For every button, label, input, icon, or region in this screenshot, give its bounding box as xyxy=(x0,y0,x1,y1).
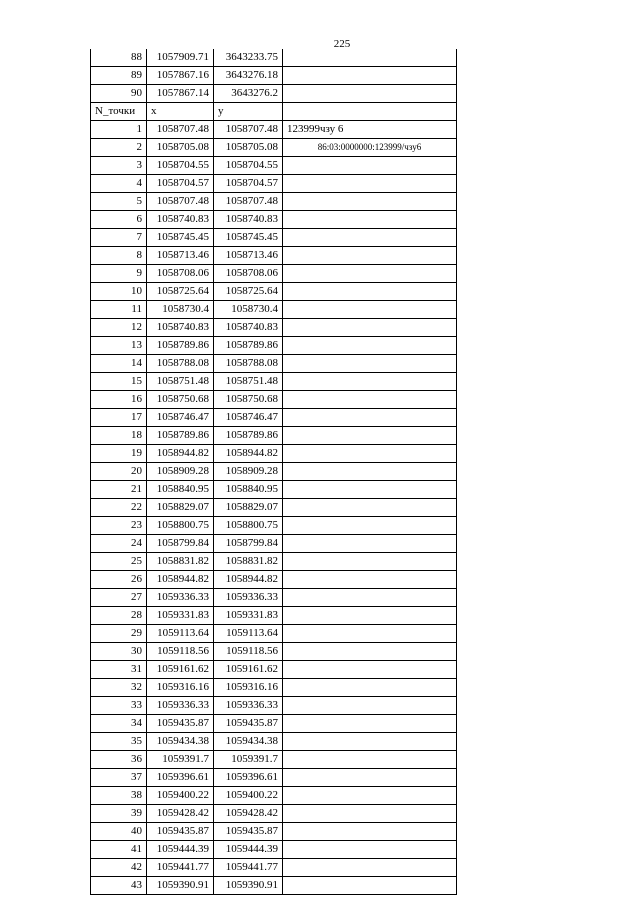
cell-y: 1058708.06 xyxy=(214,265,283,283)
cell-note xyxy=(283,229,457,247)
cell-x: 1058745.45 xyxy=(147,229,214,247)
cell-note xyxy=(283,517,457,535)
cell-x: 1059400.22 xyxy=(147,787,214,805)
cell-note xyxy=(283,427,457,445)
cell-point-number: 23 xyxy=(91,517,147,535)
cell-point-number: 8 xyxy=(91,247,147,265)
cell-x: 1058730.4 xyxy=(147,301,214,319)
cell-x: 1057867.16 xyxy=(147,67,214,85)
cell-x: 1058707.48 xyxy=(147,121,214,139)
cell-x: 1059336.33 xyxy=(147,589,214,607)
cell-x: 1059428.42 xyxy=(147,805,214,823)
table-row xyxy=(91,859,457,877)
cell-x: 1058789.86 xyxy=(147,427,214,445)
cell-x: 1059444.39 xyxy=(147,841,214,859)
cell-y: 1058730.4 xyxy=(214,301,283,319)
cell-y: 1058750.68 xyxy=(214,391,283,409)
cell-point-number: 19 xyxy=(91,445,147,463)
cell-point-number: 3 xyxy=(91,157,147,175)
table-row xyxy=(91,589,457,607)
table-row xyxy=(91,175,457,193)
cell-x: 1058705.08 xyxy=(147,139,214,157)
cell-y: 1058740.83 xyxy=(214,211,283,229)
cell-x: 1059441.77 xyxy=(147,859,214,877)
table-row xyxy=(91,697,457,715)
cell-x: 1059390.91 xyxy=(147,877,214,895)
cell-note xyxy=(283,607,457,625)
cell-x: 1058704.57 xyxy=(147,175,214,193)
cell-x: 1058831.82 xyxy=(147,553,214,571)
table-row xyxy=(91,229,457,247)
cell-y: 1059118.56 xyxy=(214,643,283,661)
cell-x: 1058788.08 xyxy=(147,355,214,373)
table-row xyxy=(91,733,457,751)
cell-y: 1059336.33 xyxy=(214,697,283,715)
cell-note xyxy=(283,391,457,409)
cell-y: 1059441.77 xyxy=(214,859,283,877)
cell-point-number: 1 xyxy=(91,121,147,139)
cell-x: 1058746.47 xyxy=(147,409,214,427)
cell-y: 1058751.48 xyxy=(214,373,283,391)
cell-x: 1058944.82 xyxy=(147,445,214,463)
cell-y: 1058944.82 xyxy=(214,445,283,463)
cell-note xyxy=(283,175,457,193)
cell-x: 1059336.33 xyxy=(147,697,214,715)
table-row xyxy=(91,607,457,625)
cell-point-number: 90 xyxy=(91,85,147,103)
cell-note xyxy=(283,877,457,895)
table-row xyxy=(91,715,457,733)
cell-point-number: 36 xyxy=(91,751,147,769)
cell-y: 1059113.64 xyxy=(214,625,283,643)
cell-point-number: 24 xyxy=(91,535,147,553)
cell-y: 1058789.86 xyxy=(214,337,283,355)
cell-y: 1058800.75 xyxy=(214,517,283,535)
cell-note xyxy=(283,301,457,319)
table-row xyxy=(91,553,457,571)
cell-note xyxy=(283,319,457,337)
cell-point-number: 89 xyxy=(91,67,147,85)
cell-note xyxy=(283,463,457,481)
cell-x: 1059118.56 xyxy=(147,643,214,661)
cell-x: 1059113.64 xyxy=(147,625,214,643)
cell-point-number: 31 xyxy=(91,661,147,679)
cell-x: 1057867.14 xyxy=(147,85,214,103)
table-row xyxy=(91,643,457,661)
cell-x: 1058740.83 xyxy=(147,319,214,337)
table-row xyxy=(91,445,457,463)
cell-note xyxy=(283,67,457,85)
cell-note xyxy=(283,409,457,427)
table-row xyxy=(91,427,457,445)
table-row xyxy=(91,67,457,85)
table-row xyxy=(91,409,457,427)
cell-point-number: 27 xyxy=(91,589,147,607)
cell-point-number: 11 xyxy=(91,301,147,319)
cell-x: 1058751.48 xyxy=(147,373,214,391)
table-row xyxy=(91,319,457,337)
cell-y: 1059435.87 xyxy=(214,823,283,841)
table-row xyxy=(91,625,457,643)
cell-y: 1059391.7 xyxy=(214,751,283,769)
header-point-number: N_точки xyxy=(91,103,147,121)
table-row xyxy=(91,751,457,769)
cell-point-number: 10 xyxy=(91,283,147,301)
cell-y: 1058704.55 xyxy=(214,157,283,175)
cell-point-number: 7 xyxy=(91,229,147,247)
cell-x: 1058799.84 xyxy=(147,535,214,553)
cell-point-number: 4 xyxy=(91,175,147,193)
cell-x: 1059161.62 xyxy=(147,661,214,679)
cell-y: 1058829.07 xyxy=(214,499,283,517)
cell-note xyxy=(283,859,457,877)
coordinates-table xyxy=(90,49,457,895)
cell-x: 1059316.16 xyxy=(147,679,214,697)
cell-point-number: 33 xyxy=(91,697,147,715)
cell-point-number: 29 xyxy=(91,625,147,643)
cell-point-number: 20 xyxy=(91,463,147,481)
cell-note xyxy=(283,661,457,679)
cell-y: 1059316.16 xyxy=(214,679,283,697)
cell-y: 1059331.83 xyxy=(214,607,283,625)
cell-point-number: 34 xyxy=(91,715,147,733)
table-row xyxy=(91,157,457,175)
table-row xyxy=(91,121,457,139)
cell-x: 1058800.75 xyxy=(147,517,214,535)
header-x: x xyxy=(147,103,214,121)
cell-note xyxy=(283,481,457,499)
cell-note xyxy=(283,589,457,607)
table-row xyxy=(91,301,457,319)
cell-note xyxy=(283,553,457,571)
cell-note xyxy=(283,193,457,211)
table-row xyxy=(91,787,457,805)
table-header-row xyxy=(91,103,457,121)
cell-y: 1059434.38 xyxy=(214,733,283,751)
header-note xyxy=(283,103,457,121)
table-row xyxy=(91,283,457,301)
cell-y: 1058713.46 xyxy=(214,247,283,265)
table-row xyxy=(91,571,457,589)
cell-y: 1058789.86 xyxy=(214,427,283,445)
cell-x: 1058750.68 xyxy=(147,391,214,409)
cell-point-number: 25 xyxy=(91,553,147,571)
cell-note xyxy=(283,355,457,373)
table-row xyxy=(91,391,457,409)
cell-point-number: 88 xyxy=(91,49,147,67)
cell-y: 1058707.48 xyxy=(214,121,283,139)
cell-y: 1059435.87 xyxy=(214,715,283,733)
cell-note xyxy=(283,823,457,841)
cell-note xyxy=(283,571,457,589)
cell-note: 123999чзу 6 xyxy=(283,121,457,139)
cell-x: 1058725.64 xyxy=(147,283,214,301)
cell-y: 1058707.48 xyxy=(214,193,283,211)
cell-x: 1058840.95 xyxy=(147,481,214,499)
cell-point-number: 32 xyxy=(91,679,147,697)
cell-y: 1058740.83 xyxy=(214,319,283,337)
cell-point-number: 43 xyxy=(91,877,147,895)
cell-point-number: 41 xyxy=(91,841,147,859)
cell-note xyxy=(283,841,457,859)
table-row xyxy=(91,85,457,103)
cell-x: 1057909.71 xyxy=(147,49,214,67)
cell-y: 1059336.33 xyxy=(214,589,283,607)
cell-y: 1058746.47 xyxy=(214,409,283,427)
cell-note xyxy=(283,85,457,103)
cell-point-number: 18 xyxy=(91,427,147,445)
cell-x: 1059331.83 xyxy=(147,607,214,625)
cell-point-number: 26 xyxy=(91,571,147,589)
cell-point-number: 21 xyxy=(91,481,147,499)
cell-note xyxy=(283,625,457,643)
cell-point-number: 12 xyxy=(91,319,147,337)
table-row xyxy=(91,535,457,553)
cell-point-number: 38 xyxy=(91,787,147,805)
cell-y: 1059390.91 xyxy=(214,877,283,895)
cell-y: 1058909.28 xyxy=(214,463,283,481)
cell-y: 1059396.61 xyxy=(214,769,283,787)
cell-note xyxy=(283,679,457,697)
cell-point-number: 37 xyxy=(91,769,147,787)
cell-point-number: 42 xyxy=(91,859,147,877)
cell-x: 1059434.38 xyxy=(147,733,214,751)
cell-y: 1058704.57 xyxy=(214,175,283,193)
table-row xyxy=(91,805,457,823)
table-row xyxy=(91,337,457,355)
cell-y: 1059161.62 xyxy=(214,661,283,679)
cell-note xyxy=(283,697,457,715)
cell-x: 1058829.07 xyxy=(147,499,214,517)
cell-note xyxy=(283,787,457,805)
cell-y: 1058840.95 xyxy=(214,481,283,499)
cell-point-number: 22 xyxy=(91,499,147,517)
cell-y: 1059428.42 xyxy=(214,805,283,823)
cell-note xyxy=(283,445,457,463)
cell-note xyxy=(283,265,457,283)
cell-point-number: 17 xyxy=(91,409,147,427)
cell-y: 1059444.39 xyxy=(214,841,283,859)
cell-note xyxy=(283,769,457,787)
cell-point-number: 39 xyxy=(91,805,147,823)
table-row xyxy=(91,247,457,265)
cell-x: 1058789.86 xyxy=(147,337,214,355)
table-row xyxy=(91,265,457,283)
cell-point-number: 35 xyxy=(91,733,147,751)
cell-x: 1059391.7 xyxy=(147,751,214,769)
cell-x: 1058944.82 xyxy=(147,571,214,589)
cell-note xyxy=(283,643,457,661)
cell-point-number: 2 xyxy=(91,139,147,157)
table-row xyxy=(91,877,457,895)
cell-x: 1059435.87 xyxy=(147,715,214,733)
cell-note xyxy=(283,49,457,67)
cell-y: 1058831.82 xyxy=(214,553,283,571)
cell-y: 1058799.84 xyxy=(214,535,283,553)
cell-note xyxy=(283,751,457,769)
cell-note xyxy=(283,283,457,301)
page-number: 225 xyxy=(333,38,351,50)
cell-note xyxy=(283,337,457,355)
cell-note xyxy=(283,373,457,391)
cell-x: 1058708.06 xyxy=(147,265,214,283)
cell-point-number: 14 xyxy=(91,355,147,373)
cell-y: 1058705.08 xyxy=(214,139,283,157)
cell-point-number: 9 xyxy=(91,265,147,283)
cell-x: 1058740.83 xyxy=(147,211,214,229)
cell-y: 1059400.22 xyxy=(214,787,283,805)
cell-x: 1059435.87 xyxy=(147,823,214,841)
header-y: y xyxy=(214,103,283,121)
table-row xyxy=(91,373,457,391)
cell-note xyxy=(283,733,457,751)
cell-note xyxy=(283,157,457,175)
cell-point-number: 6 xyxy=(91,211,147,229)
cell-note xyxy=(283,715,457,733)
cell-x: 1058704.55 xyxy=(147,157,214,175)
cell-point-number: 40 xyxy=(91,823,147,841)
cell-point-number: 16 xyxy=(91,391,147,409)
cell-note: 86:03:0000000:123999/чзу6 xyxy=(283,139,457,157)
cell-point-number: 15 xyxy=(91,373,147,391)
cell-point-number: 28 xyxy=(91,607,147,625)
cell-y: 1058944.82 xyxy=(214,571,283,589)
table-row xyxy=(91,679,457,697)
table-row xyxy=(91,769,457,787)
table-row xyxy=(91,463,457,481)
cell-point-number: 30 xyxy=(91,643,147,661)
header-row-group xyxy=(91,103,457,121)
rows-after-header xyxy=(91,121,457,895)
table-row xyxy=(91,499,457,517)
cell-note xyxy=(283,211,457,229)
cell-y: 3643276.18 xyxy=(214,67,283,85)
cell-x: 1058909.28 xyxy=(147,463,214,481)
cell-y: 1058725.64 xyxy=(214,283,283,301)
table-row xyxy=(91,139,457,157)
cell-point-number: 5 xyxy=(91,193,147,211)
table-row xyxy=(91,193,457,211)
table-row xyxy=(91,355,457,373)
table-row xyxy=(91,481,457,499)
cell-note xyxy=(283,535,457,553)
cell-y: 3643276.2 xyxy=(214,85,283,103)
table-row xyxy=(91,49,457,67)
table-row xyxy=(91,823,457,841)
cell-note xyxy=(283,499,457,517)
cell-x: 1059396.61 xyxy=(147,769,214,787)
cell-x: 1058713.46 xyxy=(147,247,214,265)
cell-y: 1058745.45 xyxy=(214,229,283,247)
cell-note xyxy=(283,247,457,265)
table-row xyxy=(91,661,457,679)
cell-x: 1058707.48 xyxy=(147,193,214,211)
cell-y: 1058788.08 xyxy=(214,355,283,373)
cell-note xyxy=(283,805,457,823)
cell-y: 3643233.75 xyxy=(214,49,283,67)
table-row xyxy=(91,517,457,535)
table-row xyxy=(91,211,457,229)
cell-point-number: 13 xyxy=(91,337,147,355)
table-row xyxy=(91,841,457,859)
rows-before-header xyxy=(91,49,457,103)
